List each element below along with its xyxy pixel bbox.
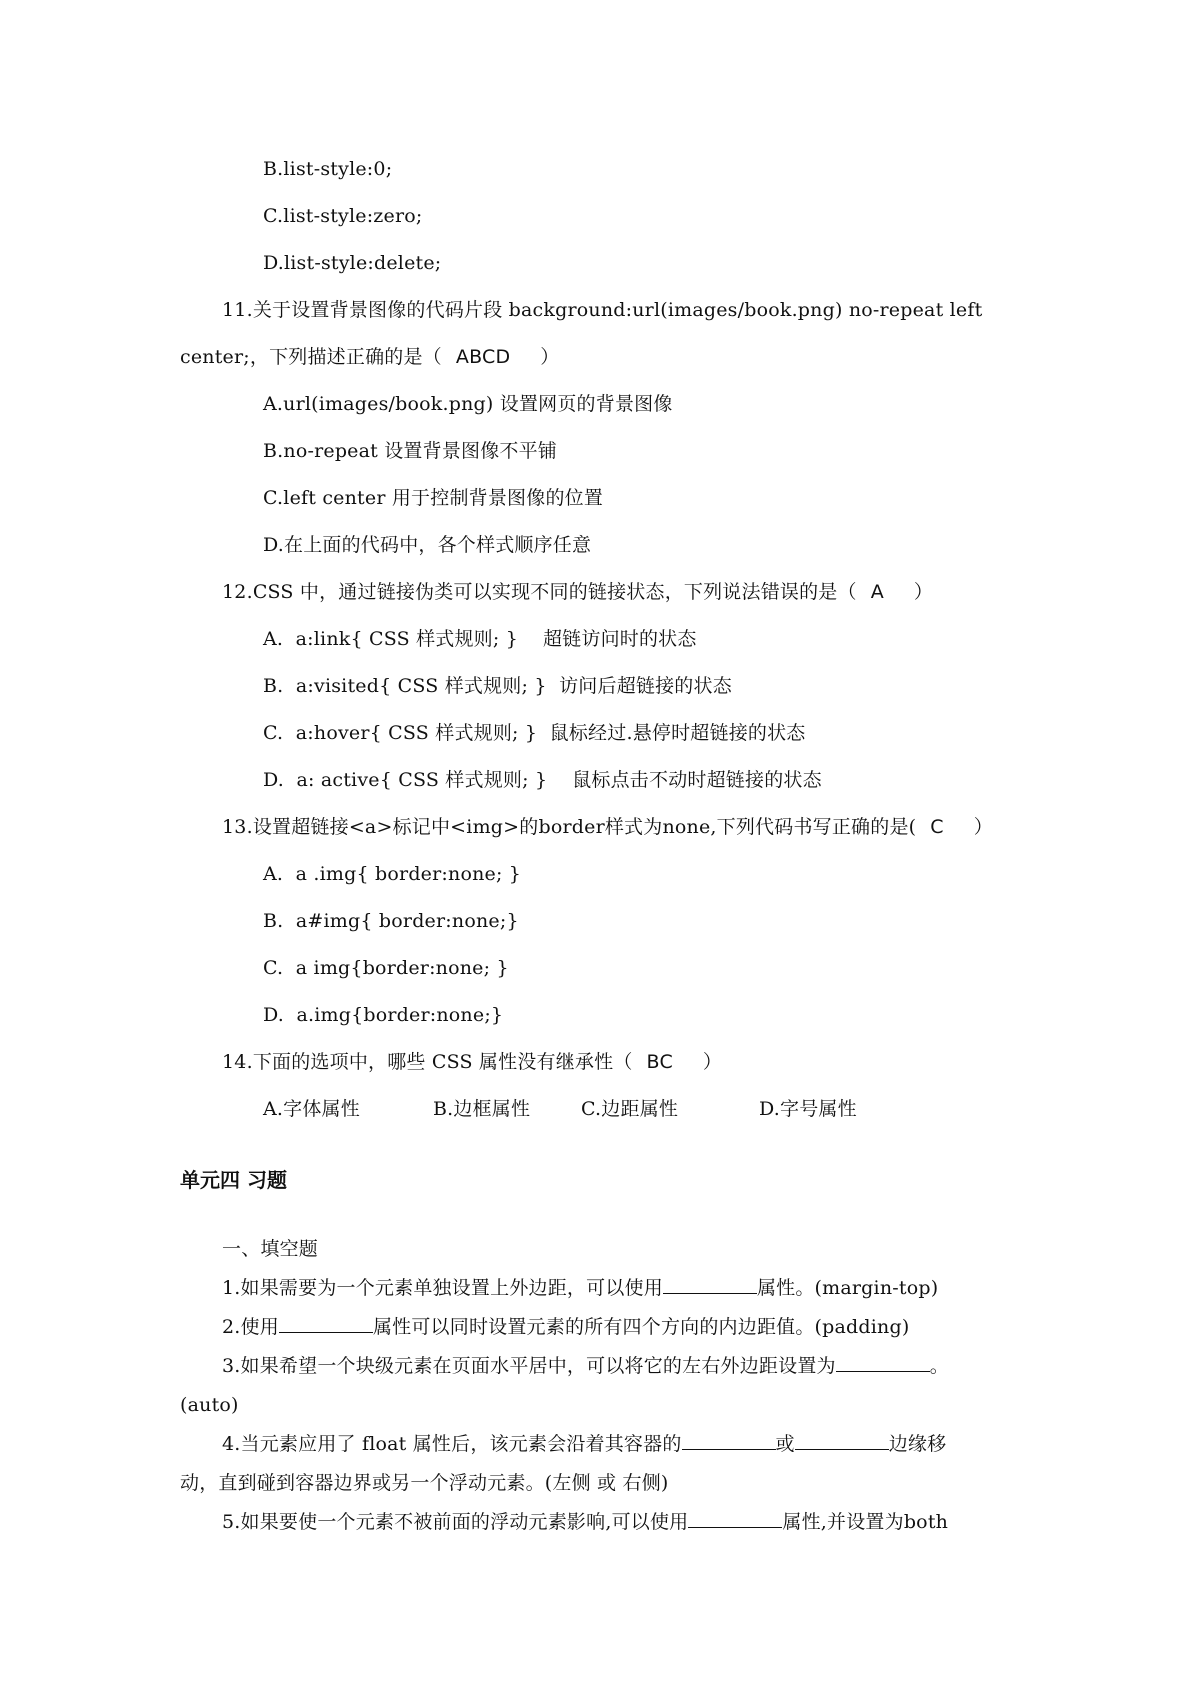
q11-stem-line1: 11.关于设置背景图像的代码片段 background:url(images/book.png) no-repeat left <box>222 299 983 321</box>
q14-options <box>263 1097 857 1121</box>
q11-option-d: D.在上面的代码中，各个样式顺序任意 <box>263 534 592 556</box>
fill-q5-text-before: 5.如果要使一个元素不被前面的浮动元素影响,可以使用 <box>222 1511 689 1533</box>
q14-answer: BC <box>646 1051 673 1073</box>
q14-option-a: A.字体属性 <box>263 1098 360 1120</box>
fill-q3-answer: (auto) <box>180 1394 239 1416</box>
q14-option-d: D.字号属性 <box>759 1098 857 1120</box>
fill-q1-blank <box>663 1277 757 1294</box>
q13-option-a: A. a .img{ border:none; } <box>263 863 522 885</box>
fill-q1 <box>222 1276 938 1300</box>
q11-close-paren: ） <box>540 346 560 368</box>
q14-option-c: C.边距属性 <box>581 1098 679 1120</box>
q12-stem-text: 12.CSS 中，通过链接伪类可以实现不同的链接状态，下列说法错误的是（ <box>222 581 857 603</box>
fill-q4-text-mid: 或 <box>775 1433 795 1455</box>
q11-answer: ABCD <box>455 346 511 368</box>
fill-q5-blank <box>688 1511 782 1528</box>
q13-option-b: B. a#img{ border:none;} <box>263 910 519 932</box>
q14-close-paren: ） <box>702 1051 723 1073</box>
q12-answer: A <box>870 581 884 603</box>
q13-stem <box>222 815 993 839</box>
fill-q4-blank-2 <box>795 1433 889 1450</box>
fill-q2-text-before: 2.使用 <box>222 1316 279 1338</box>
q12-option-b: B. a:visited{ CSS 样式规则; } 访问后超链接的状态 <box>263 675 732 697</box>
fill-q3-blank <box>836 1355 930 1372</box>
q13-answer: C <box>930 816 944 838</box>
fill-q4-text-before: 4.当元素应用了 float 属性后，该元素会沿着其容器的 <box>222 1433 682 1455</box>
q11-stem-text: center;，下列描述正确的是（ <box>180 346 442 368</box>
fill-q2-blank <box>279 1316 373 1333</box>
q14-option-b: B.边框属性 <box>433 1098 531 1120</box>
q11-option-c: C.left center 用于控制背景图像的位置 <box>263 487 604 509</box>
fill-q3-text-before: 3.如果希望一个块级元素在页面水平居中，可以将它的左右外边距设置为 <box>222 1355 836 1377</box>
q11-option-b: B.no-repeat 设置背景图像不平铺 <box>263 440 558 462</box>
fill-q5 <box>222 1510 948 1534</box>
q12-option-d: D. a: active{ CSS 样式规则; } 鼠标点击不动时超链接的状态 <box>263 769 822 791</box>
q11-option-a: A.url(images/book.png) 设置网页的背景图像 <box>263 393 673 415</box>
q11-stem-line2 <box>180 345 560 369</box>
fill-q4-continuation: 动，直到碰到容器边界或另一个浮动元素。(左侧 或 右侧) <box>180 1472 669 1494</box>
fill-q4 <box>222 1432 946 1456</box>
fill-q2-text-after: 属性可以同时设置元素的所有四个方向的内边距值。(padding) <box>372 1316 910 1338</box>
unit4-heading: 单元四 习题 <box>180 1168 287 1192</box>
q13-option-d: D. a.img{border:none;} <box>263 1004 504 1026</box>
fill-section-title: 一、填空题 <box>222 1238 319 1260</box>
q12-stem <box>222 580 933 604</box>
fill-q5-text-after: 属性,并设置为both <box>782 1511 949 1533</box>
q12-close-paren: ） <box>913 581 934 603</box>
q10-option-d: D.list-style:delete; <box>263 252 442 274</box>
fill-q2 <box>222 1315 909 1339</box>
q13-stem-text: 13.设置超链接<a>标记中<img>的border样式为none,下列代码书写正确的是( <box>222 816 917 838</box>
fill-q1-text-after: 属性。(margin-top) <box>756 1277 939 1299</box>
q14-stem <box>222 1050 722 1074</box>
q12-option-c: C. a:hover{ CSS 样式规则; } 鼠标经过.悬停时超链接的状态 <box>263 722 806 744</box>
q13-close-paren: ） <box>973 816 993 838</box>
q10-option-b: B.list-style:0; <box>263 158 393 180</box>
q10-option-c: C.list-style:zero; <box>263 205 423 227</box>
q13-option-c: C. a img{border:none; } <box>263 957 509 979</box>
fill-q3 <box>222 1354 949 1378</box>
fill-q4-text-after: 边缘移 <box>888 1433 947 1455</box>
q14-stem-text: 14.下面的选项中，哪些 CSS 属性没有继承性（ <box>222 1051 633 1073</box>
fill-q4-blank-1 <box>682 1433 776 1450</box>
q12-option-a: A. a:link{ CSS 样式规则; } 超链访问时的状态 <box>263 628 697 650</box>
fill-q1-text-before: 1.如果需要为一个元素单独设置上外边距，可以使用 <box>222 1277 663 1299</box>
fill-q3-text-after: 。 <box>929 1355 949 1377</box>
